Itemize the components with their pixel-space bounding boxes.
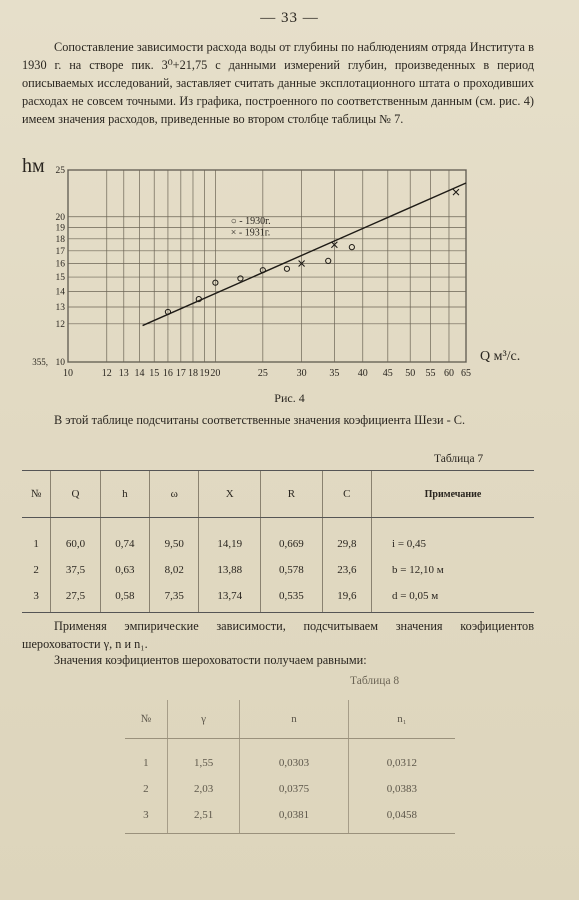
x-tick-label: 55 xyxy=(425,368,436,379)
y-tick-label: 20 xyxy=(55,212,65,223)
x-tick-label: 17 xyxy=(175,368,186,379)
y-tick-label: 16 xyxy=(55,259,65,270)
table-cell: 0,578 xyxy=(261,557,323,583)
table8-header-row xyxy=(125,700,455,739)
table8-header-cell: n₁ xyxy=(348,700,455,739)
y-tick-label: 10 xyxy=(55,358,65,368)
paragraph-roughness-values-text: Значения коэфициентов шероховатости получаем равными: xyxy=(54,653,367,667)
y-tick-label: 17 xyxy=(55,246,65,257)
table8-header-cell: № xyxy=(125,700,167,739)
table7-header-cell: X xyxy=(199,471,261,518)
table-cell: 3 xyxy=(22,583,51,613)
table7-header-cell: ω xyxy=(150,471,199,518)
table-cell: 1 xyxy=(33,538,39,550)
data-point-1930 xyxy=(238,276,243,281)
table-cell: 0,0303 xyxy=(240,739,348,777)
table-row xyxy=(125,776,455,802)
x-tick-label: 35 xyxy=(329,368,340,379)
table7-header-cell: № xyxy=(22,471,51,518)
table-cell: 0,0381 xyxy=(240,802,348,834)
y-origin-label: 355, xyxy=(32,357,48,367)
paragraph-intro-text: Сопоставление зависимости расхода воды от глубины по наблюдениям отряда Института в 1930 г. на створе пик. 3⁰+21,75 с данными измерений глубин, произведенных в период описываемых исследований, заставляет считать данные эксплотационного штата о проходивших расходах не совсем точными. Из графика, построенного по соответственным данным (см. рис. 4) имеем значения расходов, приведенные во втором столбце таблицы № 7. xyxy=(22,40,534,126)
x-tick-label: 12 xyxy=(101,368,112,379)
table-cell: 1 xyxy=(143,757,149,769)
y-tick-label: 13 xyxy=(55,303,65,314)
table-cell: 13,74 xyxy=(199,583,261,613)
x-tick-label: 45 xyxy=(382,368,393,379)
table-cell-note: d = 0,05 м xyxy=(372,583,534,613)
table-cell: 19,6 xyxy=(322,583,371,613)
x-tick-label: 16 xyxy=(162,368,173,379)
x-tick-label: 18 xyxy=(187,368,198,379)
table-cell: 2,51 xyxy=(167,802,240,834)
table-cell: 3 xyxy=(125,802,167,834)
table-row xyxy=(22,557,534,583)
table-cell: 8,02 xyxy=(150,557,199,583)
table7-header-row xyxy=(22,471,534,518)
paragraph-table-intro xyxy=(22,411,534,429)
y-tick-label: 18 xyxy=(55,234,65,245)
table-cell-note: b = 12,10 м xyxy=(372,557,534,583)
y-tick-label: 12 xyxy=(55,319,65,330)
x-tick-label: 20 xyxy=(210,368,221,379)
x-tick-label: 10 xyxy=(63,368,73,379)
table-row xyxy=(125,802,455,834)
x-tick-label: 19 xyxy=(199,368,210,379)
table-cell: 37,5 xyxy=(51,557,100,583)
plot-frame xyxy=(68,170,466,362)
figure-caption: Рис. 4 xyxy=(274,391,305,405)
data-point-1931 xyxy=(453,189,459,195)
chezy-coefficient-table xyxy=(22,470,534,613)
table-cell: 27,5 xyxy=(51,583,100,613)
table-row xyxy=(22,583,534,613)
table-cell: 0,669 xyxy=(261,518,323,558)
table-cell: 2 xyxy=(143,783,149,795)
table-cell: 60,0 xyxy=(51,518,100,558)
x-tick-label: 15 xyxy=(149,368,160,379)
table-cell: 0,58 xyxy=(100,583,149,613)
x-tick-label: 30 xyxy=(296,368,307,379)
y-tick-label: 25 xyxy=(55,166,65,176)
table-cell: 2 xyxy=(33,564,39,576)
table8-header-cell: n xyxy=(240,700,348,739)
table-cell: 0,0383 xyxy=(348,776,455,802)
paragraph-intro xyxy=(22,38,534,128)
table-cell-note: i = 0,45 xyxy=(372,518,534,558)
table7-header-cell: R xyxy=(261,471,323,518)
table-row xyxy=(125,739,455,777)
data-point-1930 xyxy=(326,258,331,263)
paragraph-roughness-values xyxy=(22,651,534,669)
table7-header-cell: C xyxy=(322,471,371,518)
table7-header-note: Примечание xyxy=(372,471,534,518)
data-point-1930 xyxy=(349,245,354,250)
table-cell: 0,0375 xyxy=(240,776,348,802)
table8-header-cell: γ xyxy=(167,700,240,739)
legend-entry-1931: × - 1931г. xyxy=(230,227,271,239)
table7-header-cell: Q xyxy=(51,471,100,518)
table7-label: Таблица 7 xyxy=(434,453,484,465)
table-cell: 13,88 xyxy=(199,557,261,583)
x-axis-label: Q м³/с. xyxy=(480,349,521,364)
table-cell: 0,74 xyxy=(100,518,149,558)
table-cell: 1,55 xyxy=(167,739,240,777)
table-cell: 0,535 xyxy=(261,583,323,613)
y-tick-label: 15 xyxy=(55,273,65,284)
x-tick-label: 65 xyxy=(461,368,471,379)
table7-header-cell: h xyxy=(100,471,149,518)
y-axis-label: hм xyxy=(22,155,45,177)
roughness-coefficient-table xyxy=(125,700,455,834)
table-cell: 0,0312 xyxy=(348,739,455,777)
table-cell: 29,8 xyxy=(322,518,371,558)
table-cell: 0,63 xyxy=(100,557,149,583)
trend-line xyxy=(143,183,466,326)
table-row xyxy=(22,518,534,558)
paragraph-roughness xyxy=(22,617,534,653)
x-tick-label: 50 xyxy=(405,368,416,379)
table-cell: 7,35 xyxy=(150,583,199,613)
table-cell: 2,03 xyxy=(167,776,240,802)
x-tick-label: 14 xyxy=(134,368,145,379)
x-tick-label: 13 xyxy=(118,368,129,379)
paragraph-roughness-text: Применяя эмпирические зависимости, подсчитываем значения коэфициентов шероховатости γ, n и n₁. xyxy=(22,619,534,651)
legend-entry-1930: ○ - 1930г. xyxy=(230,216,271,228)
table-cell: 9,50 xyxy=(150,518,199,558)
data-point-1930 xyxy=(284,266,289,271)
y-tick-label: 14 xyxy=(55,287,65,298)
table-cell: 23,6 xyxy=(322,557,371,583)
x-tick-label: 40 xyxy=(357,368,368,379)
table8-label: Таблица 8 xyxy=(350,675,400,687)
x-tick-label: 60 xyxy=(443,368,454,379)
page-number: — 33 — xyxy=(260,10,319,26)
depth-discharge-chart xyxy=(0,150,579,390)
y-tick-label: 19 xyxy=(55,223,65,234)
x-tick-label: 25 xyxy=(257,368,268,379)
paragraph-table-intro-text: В этой таблице подсчитаны соответственные значения коэфициента Шези - С. xyxy=(54,413,466,427)
table-cell: 14,19 xyxy=(199,518,261,558)
table-cell: 0,0458 xyxy=(348,802,455,834)
